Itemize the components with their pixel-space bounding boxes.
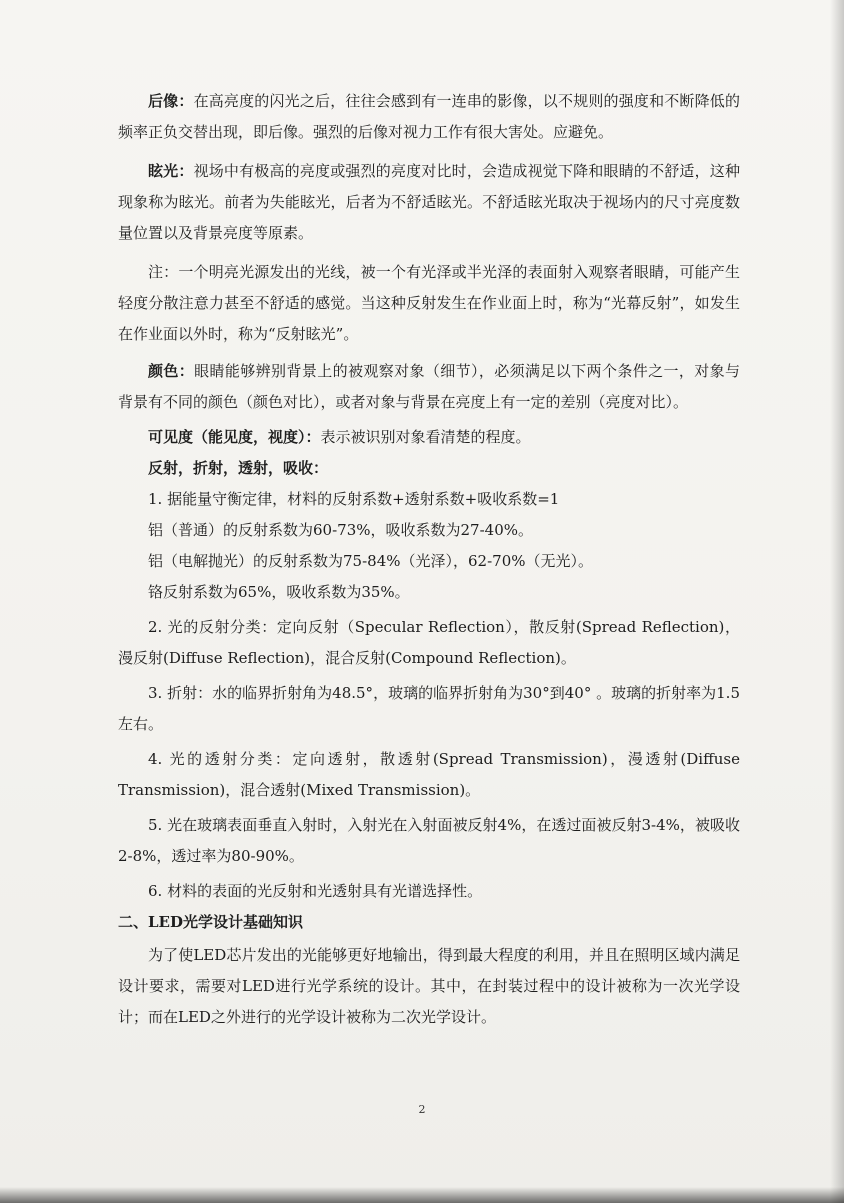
color-text: 眼睛能够辨别背景上的被观察对象（细节），必须满足以下两个条件之一，对象与背景有不同的颜色（颜色对比），或者对象与背景在亮度上有一定的差别（亮度对比）。: [118, 362, 740, 411]
item-4: 4. 光的透射分类：定向透射，散透射(Spread Transmission)，漫透射(Diffuse Transmission)，混合透射(Mixed Transmission)。: [118, 750, 740, 799]
visibility-term: 可见度（能见度，视度）：: [148, 428, 321, 446]
scan-edge-right: [830, 0, 844, 1203]
page-content: [118, 86, 740, 1033]
afterimage-term: 后像：: [148, 92, 194, 110]
section-2-heading: 二、LED光学设计基础知识: [118, 913, 303, 931]
color-term: 颜色：: [148, 362, 195, 380]
visibility-paragraph: [118, 422, 740, 453]
item-1b: 铝（电解抛光）的反射系数为75-84%（光泽），62-70%（无光）。: [148, 552, 593, 570]
item-3: 3. 折射：水的临界折射角为48.5°，玻璃的临界折射角为30°到40° 。玻璃的折射率为1.5左右。: [118, 684, 740, 733]
color-paragraph: [118, 356, 740, 418]
glare-text: 视场中有极高的亮度或强烈的亮度对比时，会造成视觉下降和眼睛的不舒适，这种现象称为眩光。前者为失能眩光，后者为不舒适眩光。不舒适眩光取决于视场内的尺寸亮度数量位置以及背景亮度等原素。: [118, 162, 740, 242]
rrta-heading: 反射，折射，透射，吸收：: [148, 459, 329, 477]
page-number: 2: [418, 1103, 426, 1116]
visibility-text: 表示被识别对象看清楚的程度。: [320, 428, 531, 446]
section-2-paragraph: 为了使LED芯片发出的光能够更好地输出，得到最大程度的利用，并且在照明区域内满足设计要求，需要对LED进行光学系统的设计。其中，在封装过程中的设计被称为一次光学设计；而在LED之外进行的光学设计被称为二次光学设计。: [118, 946, 740, 1026]
item-2: 2. 光的反射分类：定向反射（Specular Reflection），散反射(Spread Reflection)，漫反射(Diffuse Reflection)，混合反射(Compound Reflection)。: [118, 618, 740, 667]
item-5: 5. 光在玻璃表面垂直入射时，入射光在入射面被反射4%，在透过面被反射3-4%，被吸收2-8%，透过率为80-90%。: [118, 816, 740, 865]
afterimage-text: 在高亮度的闪光之后，往往会感到有一连串的影像，以不规则的强度和不断降低的频率正负交替出现，即后像。强烈的后像对视力工作有很大害处。应避免。: [118, 92, 740, 141]
scan-edge-bottom: [0, 1187, 844, 1203]
item-6: 6. 材料的表面的光反射和光透射具有光谱选择性。: [148, 882, 483, 900]
glare-term: 眩光：: [148, 162, 194, 180]
item-1c: 铬反射系数为65%，吸收系数为35%。: [148, 583, 410, 601]
glare-paragraph: [118, 156, 740, 249]
item-1a: 铝（普通）的反射系数为60-73%，吸收系数为27-40%。: [148, 521, 533, 539]
item-1: 1. 据能量守衡定律，材料的反射系数+透射系数+吸收系数=1: [148, 490, 560, 508]
note-paragraph: 注：一个明亮光源发出的光线，被一个有光泽或半光泽的表面射入观察者眼睛，可能产生轻度分散注意力甚至不舒适的感觉。当这种反射发生在作业面上时，称为“光幕反射”，如发生在作业面以外时，称为“反射眩光”。: [118, 263, 740, 343]
afterimage-paragraph: [118, 86, 740, 148]
